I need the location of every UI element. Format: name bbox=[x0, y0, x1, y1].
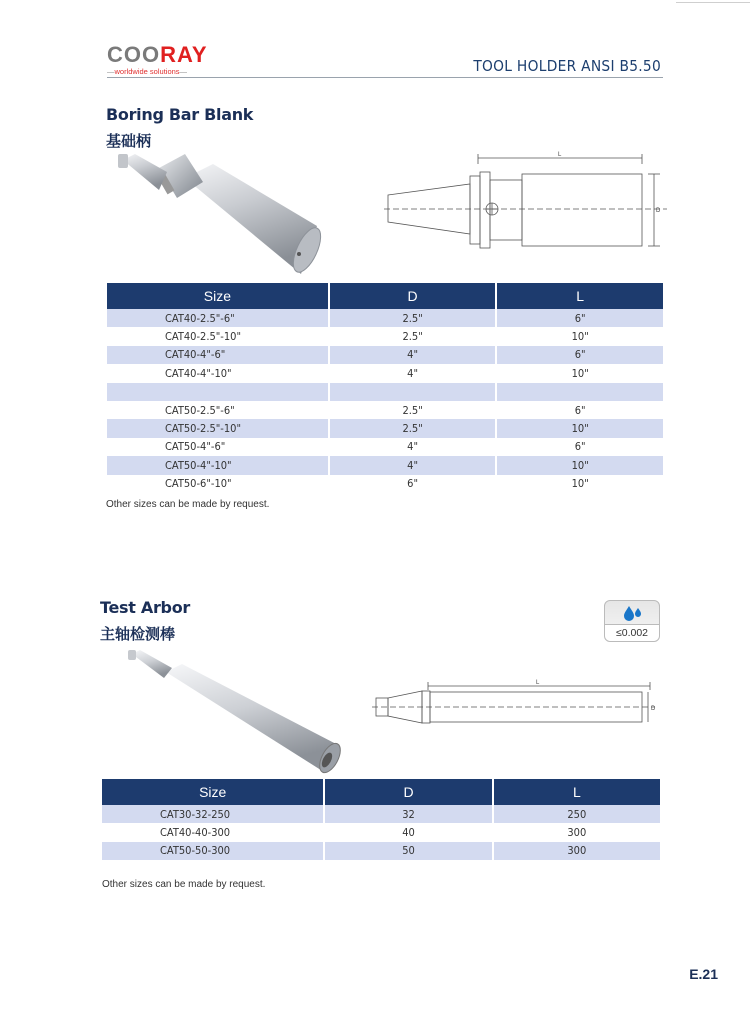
test-arbor-title: Test Arbor bbox=[100, 598, 190, 617]
size-cell: CAT50-4"-10" bbox=[107, 456, 328, 474]
boring-bar-table bbox=[105, 283, 665, 493]
logo-tagline: —worldwide solutions— bbox=[107, 67, 188, 76]
table-row bbox=[102, 842, 660, 860]
column-header-size: Size bbox=[107, 283, 328, 309]
table-row bbox=[102, 823, 660, 841]
d-cell: 4" bbox=[407, 440, 419, 454]
table-row bbox=[107, 419, 663, 437]
l-cell: 6" bbox=[497, 309, 663, 327]
size-cell: CAT30-32-250 bbox=[102, 805, 323, 823]
corner-rule bbox=[676, 2, 750, 3]
size-cell: CAT40-4"-6" bbox=[107, 346, 328, 364]
l-cell: 10" bbox=[497, 419, 663, 437]
l-cell: 6" bbox=[574, 440, 586, 454]
size-cell bbox=[107, 383, 328, 401]
runout-badge bbox=[604, 600, 660, 642]
l-cell: 250 bbox=[494, 805, 660, 823]
column-header-d: D bbox=[325, 779, 491, 805]
l-cell: 300 bbox=[567, 826, 587, 840]
test-arbor-table bbox=[100, 779, 662, 860]
l-cell: 6" bbox=[574, 403, 586, 417]
table-row bbox=[102, 805, 660, 823]
size-cell: CAT50-4"-6" bbox=[165, 440, 226, 454]
drawing-length-label: L bbox=[558, 152, 562, 158]
l-cell: 10" bbox=[571, 330, 589, 344]
drawing-diameter-label: D bbox=[651, 706, 656, 712]
table-row bbox=[107, 475, 663, 493]
column-header-l: L bbox=[494, 779, 660, 805]
d-cell: 40 bbox=[402, 826, 415, 840]
column-header-size: Size bbox=[102, 779, 323, 805]
coolant-drops-icon bbox=[623, 604, 643, 622]
size-cell: CAT50-2.5"-10" bbox=[107, 419, 328, 437]
l-cell: 10" bbox=[571, 477, 589, 491]
d-cell: 32 bbox=[325, 805, 491, 823]
boring-bar-subtitle: 基础柄 bbox=[106, 132, 152, 150]
page-header-title: TOOL HOLDER ANSI B5.50 bbox=[473, 57, 661, 75]
size-cell: CAT40-2.5"-6" bbox=[107, 309, 328, 327]
boring-bar-drawing bbox=[382, 150, 672, 260]
l-cell: 10" bbox=[571, 366, 589, 380]
table-row bbox=[107, 346, 663, 364]
table-row bbox=[107, 309, 663, 327]
d-cell: 50 bbox=[325, 842, 491, 860]
d-cell: 4" bbox=[407, 366, 419, 380]
table-header-row bbox=[102, 779, 660, 805]
test-arbor-note: Other sizes can be made by request. bbox=[102, 879, 266, 890]
d-cell: 2.5" bbox=[402, 403, 423, 417]
size-cell: CAT40-40-300 bbox=[160, 826, 231, 840]
size-cell: CAT40-4"-10" bbox=[165, 366, 232, 380]
l-cell: 10" bbox=[497, 456, 663, 474]
column-header-d: D bbox=[330, 283, 496, 309]
drawing-diameter-label: D bbox=[656, 208, 661, 214]
d-cell bbox=[330, 383, 496, 401]
drawing-length-label: L bbox=[536, 680, 540, 686]
page-number: E.21 bbox=[689, 966, 718, 982]
l-cell bbox=[497, 383, 663, 401]
size-cell: CAT50-50-300 bbox=[102, 842, 323, 860]
d-cell: 2.5" bbox=[330, 419, 496, 437]
logo-wordmark: COORAY bbox=[107, 42, 208, 67]
table-header-row bbox=[107, 283, 663, 309]
l-cell: 6" bbox=[497, 346, 663, 364]
table-row bbox=[107, 438, 663, 456]
size-cell: CAT40-2.5"-10" bbox=[165, 330, 242, 344]
d-cell: 4" bbox=[330, 456, 496, 474]
table-row-spacer bbox=[107, 383, 663, 401]
d-cell: 6" bbox=[407, 477, 419, 491]
l-cell: 300 bbox=[494, 842, 660, 860]
runout-value: ≤0.002 bbox=[605, 624, 659, 641]
header-divider bbox=[107, 77, 663, 78]
column-header-l: L bbox=[497, 283, 663, 309]
table-row bbox=[107, 327, 663, 345]
size-cell: CAT50-2.5"-6" bbox=[165, 403, 235, 417]
boring-bar-note: Other sizes can be made by request. bbox=[106, 499, 270, 510]
boring-bar-photo bbox=[115, 148, 325, 280]
table-row bbox=[107, 401, 663, 419]
table-row bbox=[107, 456, 663, 474]
size-cell: CAT50-6"-10" bbox=[165, 477, 232, 491]
test-arbor-photo bbox=[128, 650, 342, 774]
test-arbor-subtitle: 主轴检测棒 bbox=[100, 625, 176, 643]
boring-bar-title: Boring Bar Blank bbox=[106, 105, 254, 124]
d-cell: 2.5" bbox=[330, 309, 496, 327]
table-row bbox=[107, 364, 663, 382]
logo bbox=[107, 44, 217, 76]
d-cell: 2.5" bbox=[402, 330, 423, 344]
test-arbor-drawing bbox=[370, 678, 660, 738]
d-cell: 4" bbox=[330, 346, 496, 364]
